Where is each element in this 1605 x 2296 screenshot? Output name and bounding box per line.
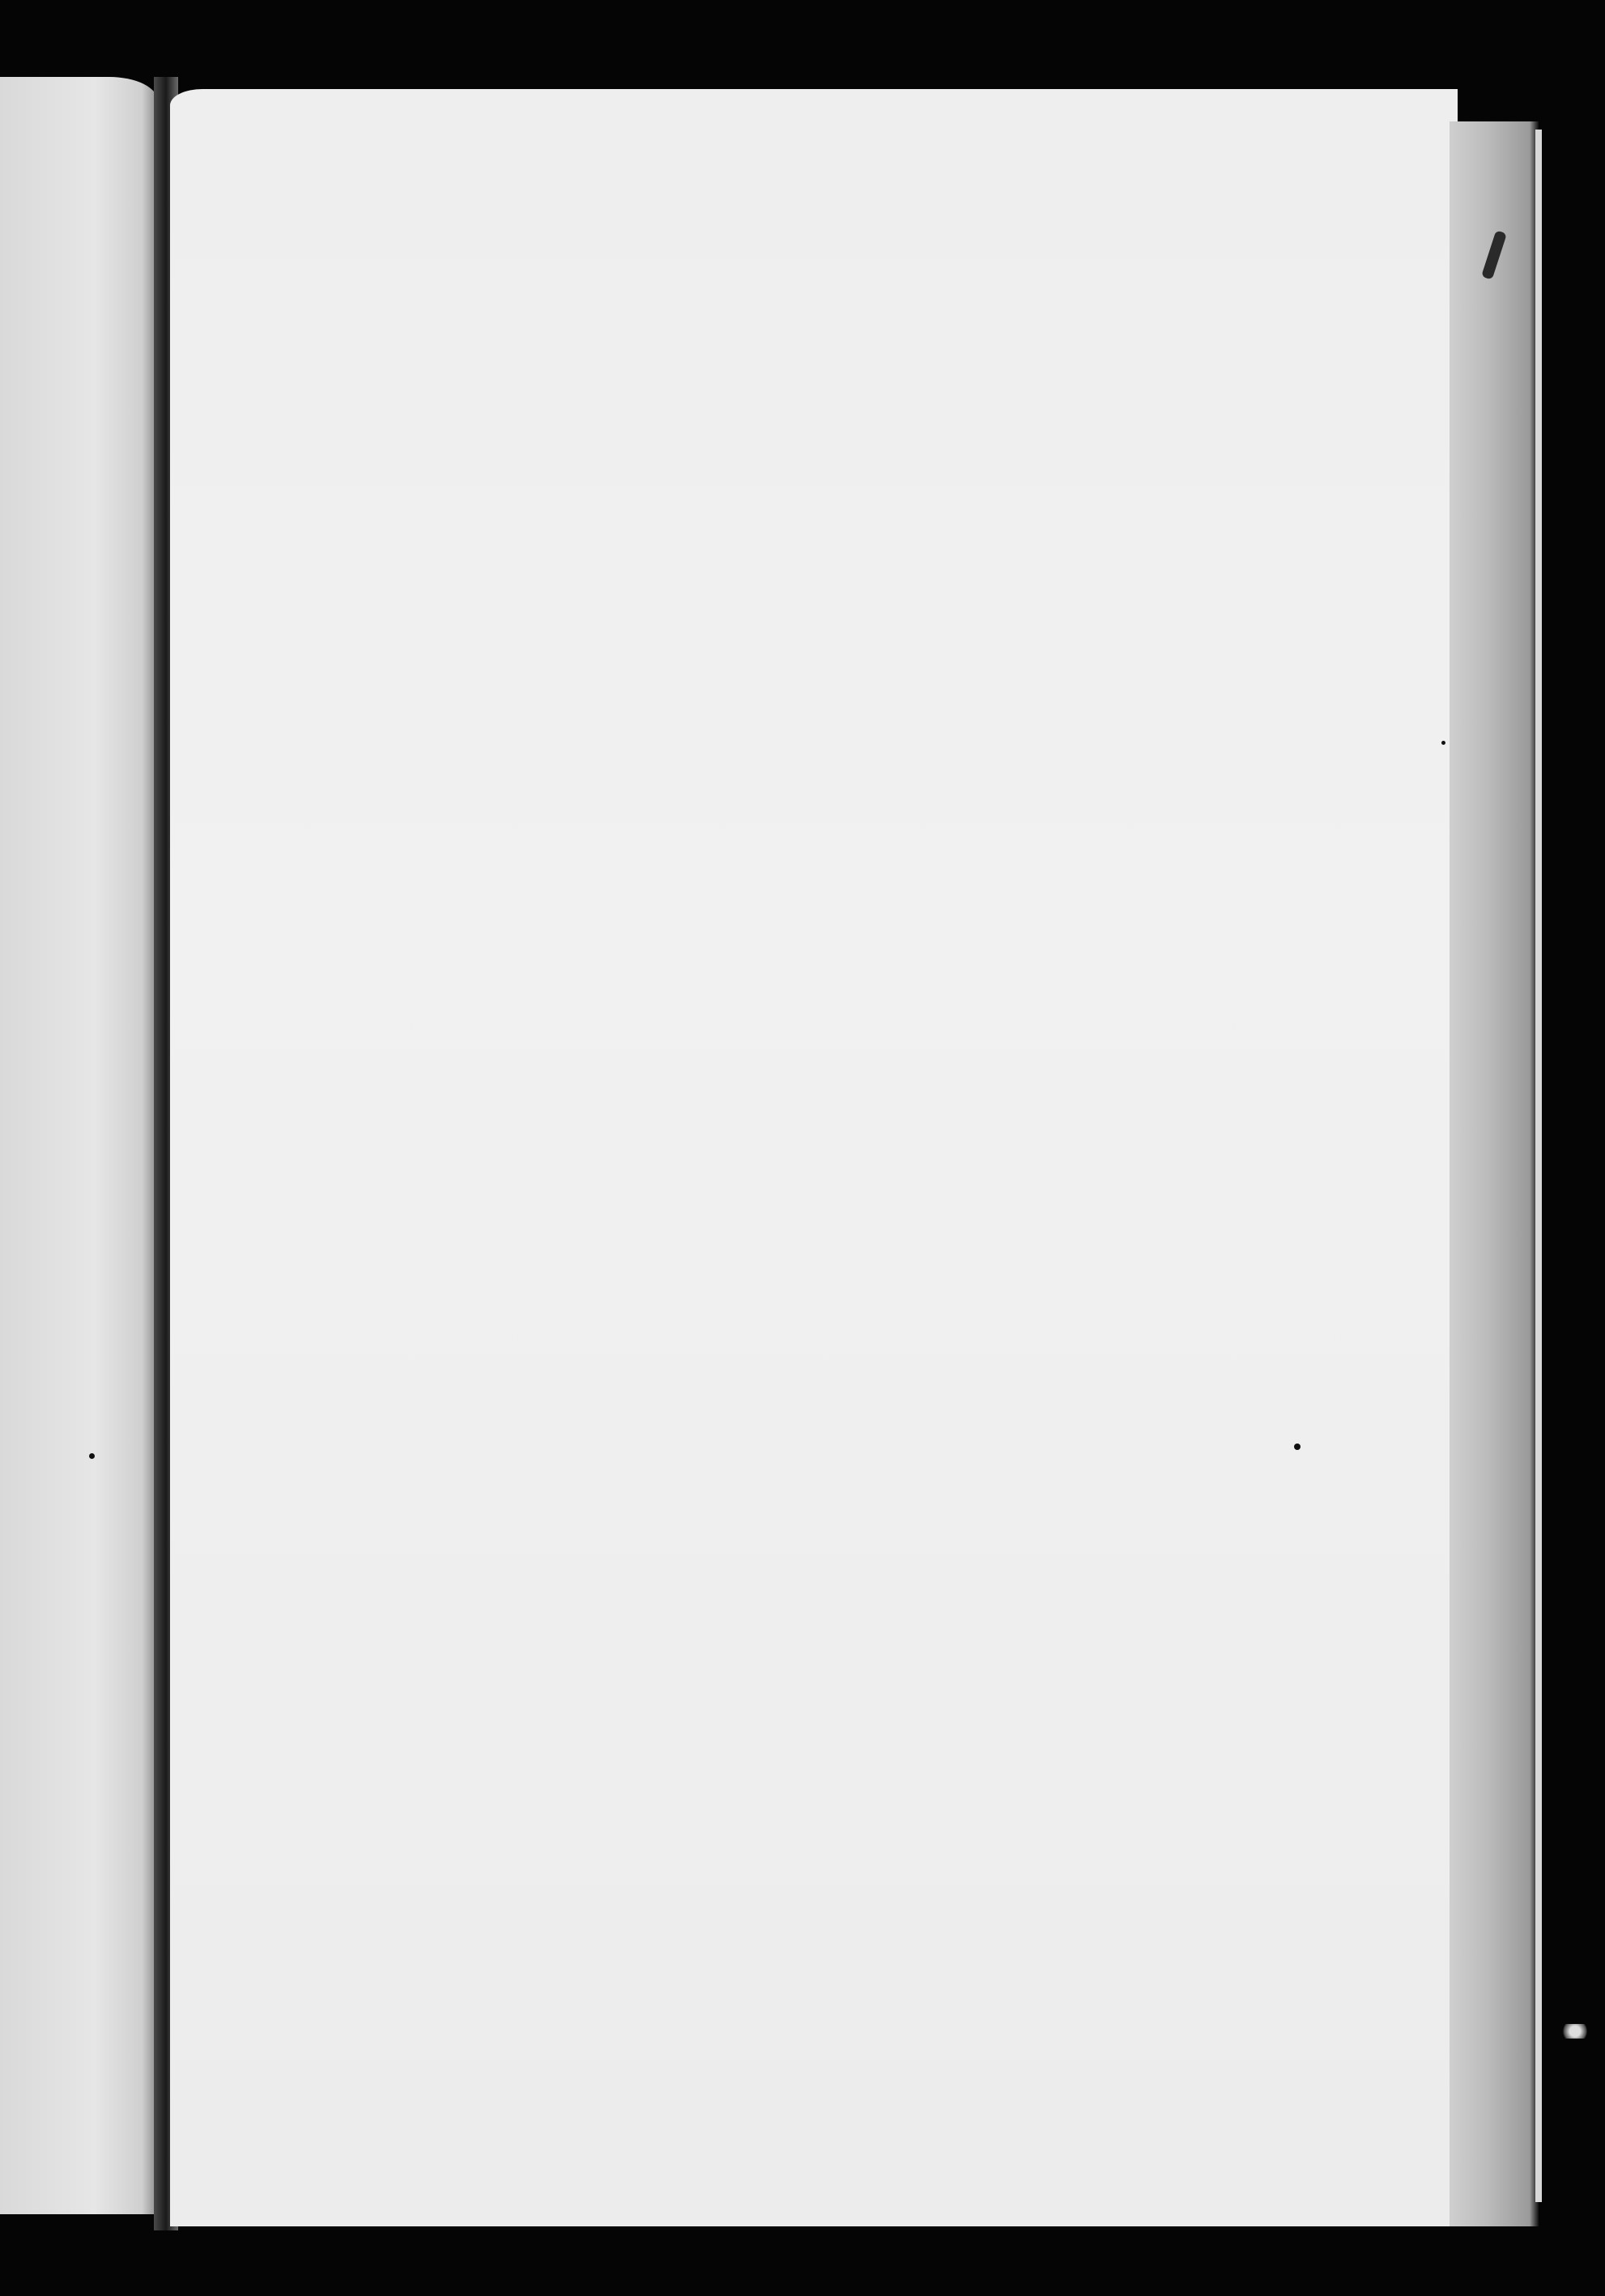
scan-speck bbox=[1441, 741, 1445, 745]
page-stack-edge bbox=[1450, 121, 1539, 2226]
book-page bbox=[170, 89, 1458, 2226]
facing-page-left bbox=[0, 77, 158, 2214]
scan-speck bbox=[89, 1453, 95, 1459]
page-edge-highlight bbox=[1535, 130, 1542, 2202]
scan-speck bbox=[1294, 1444, 1301, 1450]
scan-artifact-blot bbox=[1559, 2024, 1591, 2039]
